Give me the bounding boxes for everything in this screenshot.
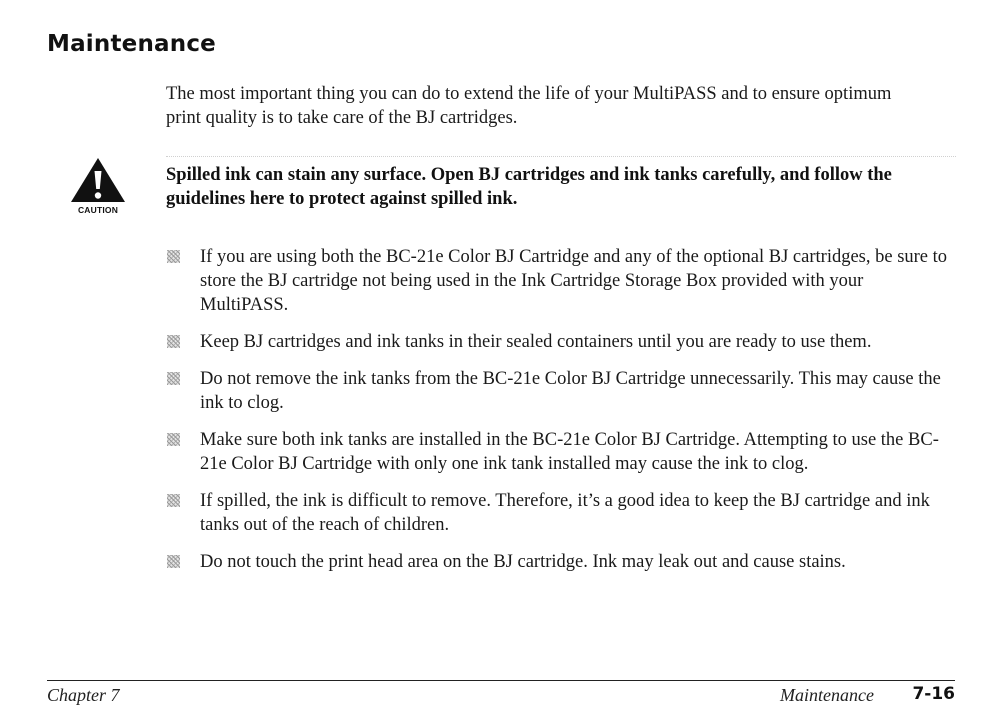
caution-label: CAUTION <box>77 205 119 215</box>
guideline-item <box>166 550 956 574</box>
intro-paragraph: The most important thing you can do to extend the life of your MultiPASS and to ensure optimum print quality is to take care of the BJ cartridges. <box>166 84 892 128</box>
guideline-text: If you are using both the BC-21e Color BJ Cartridge and any of the optional BJ cartridges, be sure to store the BJ cartridge not being used in the Ink Cartridge Storage Box provided with your MultiPASS. <box>200 247 948 315</box>
guideline-list <box>166 245 956 587</box>
guideline-text: If spilled, the ink is difficult to remove. Therefore, it’s a good idea to keep the BJ cartridge and ink tanks out of the reach of children. <box>200 491 930 535</box>
guideline-item <box>166 367 956 415</box>
warning-triangle-icon <box>68 156 128 204</box>
dotted-separator <box>166 156 956 157</box>
bullet-icon <box>167 433 180 446</box>
bullet-icon <box>167 494 180 507</box>
bullet-icon <box>167 250 180 263</box>
bullet-icon <box>167 555 180 568</box>
footer-section: Maintenance <box>780 685 874 705</box>
guideline-item <box>166 330 956 354</box>
footer-chapter: Chapter 7 <box>47 685 120 705</box>
guideline-item <box>166 428 956 476</box>
guideline-item <box>166 489 956 537</box>
guideline-text: Make sure both ink tanks are installed in the BC-21e Color BJ Cartridge. Attempting to use the BC-21e Color BJ Cartridge with only one ink tank installed may cause the ink to clog. <box>200 430 939 474</box>
bullet-icon <box>167 372 180 385</box>
page-number: 7-16 <box>912 684 955 704</box>
guideline-item <box>166 245 956 317</box>
caution-text: Spilled ink can stain any surface. Open BJ cartridges and ink tanks carefully, and follow the guidelines here to protect against spilled ink. <box>166 165 892 209</box>
guideline-text: Do not remove the ink tanks from the BC-21e Color BJ Cartridge unnecessarily. This may cause the ink to clog. <box>200 369 941 413</box>
section-title: Maintenance <box>47 31 216 57</box>
guideline-text: Do not touch the print head area on the BJ cartridge. Ink may leak out and cause stains. <box>200 552 846 572</box>
footer-rule <box>47 680 955 681</box>
bullet-icon <box>167 335 180 348</box>
caution-icon <box>68 156 128 220</box>
guideline-text: Keep BJ cartridges and ink tanks in their sealed containers until you are ready to use them. <box>200 332 872 352</box>
